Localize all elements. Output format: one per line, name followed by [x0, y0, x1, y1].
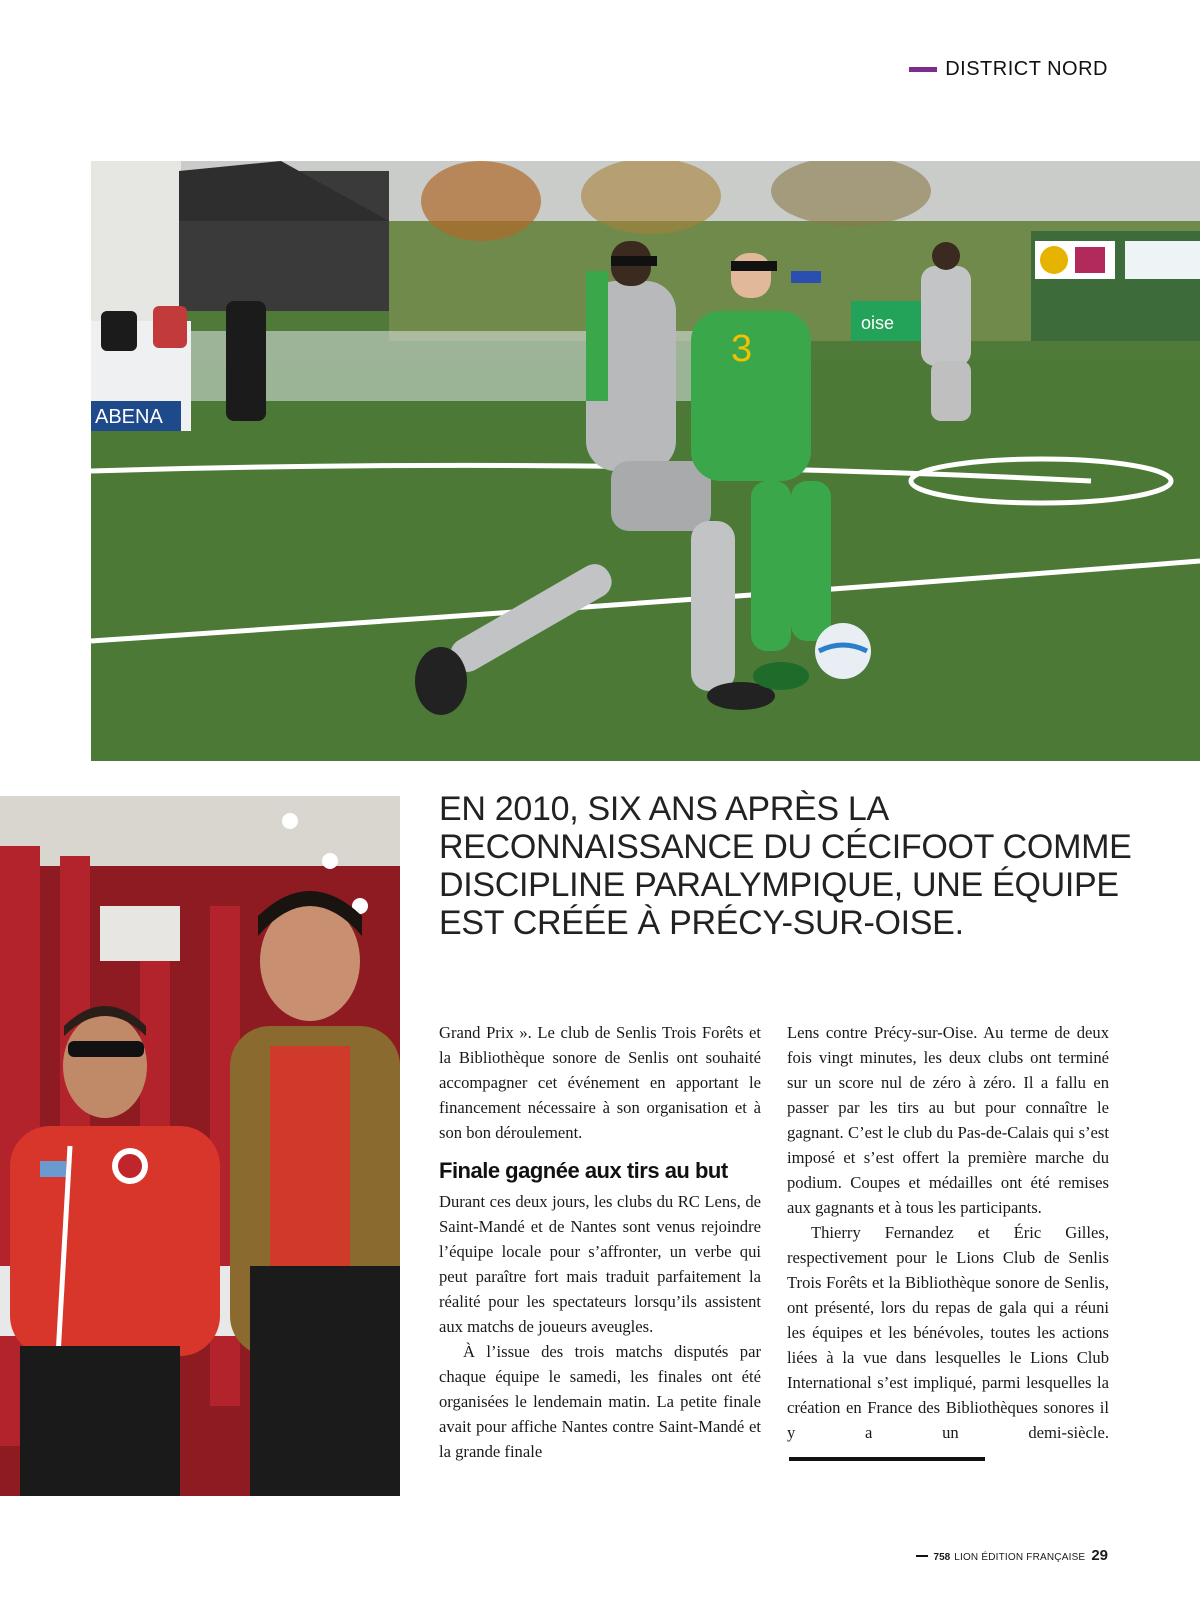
- svg-text:ABENA: ABENA: [95, 406, 163, 428]
- page-footer: [916, 1547, 1108, 1564]
- svg-text:3: 3: [731, 328, 753, 370]
- article-column-2: [787, 1020, 1109, 1470]
- footer-issue-number: 758: [933, 1552, 951, 1563]
- article-subheading: Finale gagnée aux tirs au but: [439, 1158, 728, 1183]
- section-label: DISTRICT NORD: [945, 58, 1108, 80]
- paragraph: Grand Prix ». Le club de Senlis Trois Forêts et la Bibliothèque sonore de Senlis ont souhaité accompagner cet événement en apportant le financement nécessaire à son organisation et à son bon déroulement.: [439, 1023, 761, 1142]
- paragraph: À l’issue des trois matchs disputés par chaque équipe le samedi, les finales ont été organisées le lendemain matin. La petite finale avait pour affiche Nantes contre Saint-Mandé et la grande finale: [439, 1342, 761, 1461]
- photo-two-players-portrait: [0, 796, 400, 1496]
- paragraph-last: [787, 1220, 1109, 1470]
- footer-dash: [916, 1555, 928, 1557]
- article-column-1: [439, 1020, 761, 1464]
- photo-football-match: [91, 161, 1200, 761]
- section-accent-bar: [909, 67, 937, 72]
- players-portrait-illustration: [0, 796, 400, 1496]
- pull-quote: EN 2010, SIX ANS APRÈS LA RECONNAISSANCE DU CÉCIFOOT COMME DISCIPLINE PARALYMPIQUE, UNE ÉQUIPE EST CRÉÉE À PRÉCY-SUR-OISE.: [439, 790, 1132, 942]
- footer-publication: LION ÉDITION FRANÇAISE: [954, 1552, 1086, 1563]
- football-match-illustration: [91, 161, 1200, 761]
- page-number: 29: [1091, 1547, 1108, 1564]
- article-end-rule: [789, 1457, 985, 1461]
- paragraph: Lens contre Précy-sur-Oise. Au terme de deux fois vingt minutes, les deux clubs ont terminé sur un score nul de zéro à zéro. Il a fallu en passer par les tirs au but pour connaître le gagnant. C’est le club du Pas-de-Calais qui s’est imposé et s’est offert la première marche du podium. Coupes et médailles ont été remises aux gagnants et à tous les participants.: [787, 1023, 1109, 1217]
- section-tag: [909, 58, 1108, 81]
- paragraph-text: Thierry Fernandez et Éric Gilles, respectivement pour le Lions Club de Senlis Trois Forêts et la Bibliothèque sonore de Senlis, ont présenté, lors du repas de gala qui a réuni les équipes et les bénévoles, toutes les actions liées à la vue dans lesquelles le Lions Club International s’est impliqué, parmi lesquelles la création en France des Bibliothèques sonores il y a un demi-siècle.: [787, 1223, 1109, 1442]
- svg-text:oise: oise: [861, 313, 895, 333]
- paragraph: Durant ces deux jours, les clubs du RC Lens, de Saint-Mandé et de Nantes sont venus rejoindre l’équipe locale pour s’affronter, un verbe qui peut paraître fort mais traduit parfaitement la réalité pour les spectateurs lorsqu’ils assistent aux matchs de joueurs aveugles.: [439, 1192, 761, 1336]
